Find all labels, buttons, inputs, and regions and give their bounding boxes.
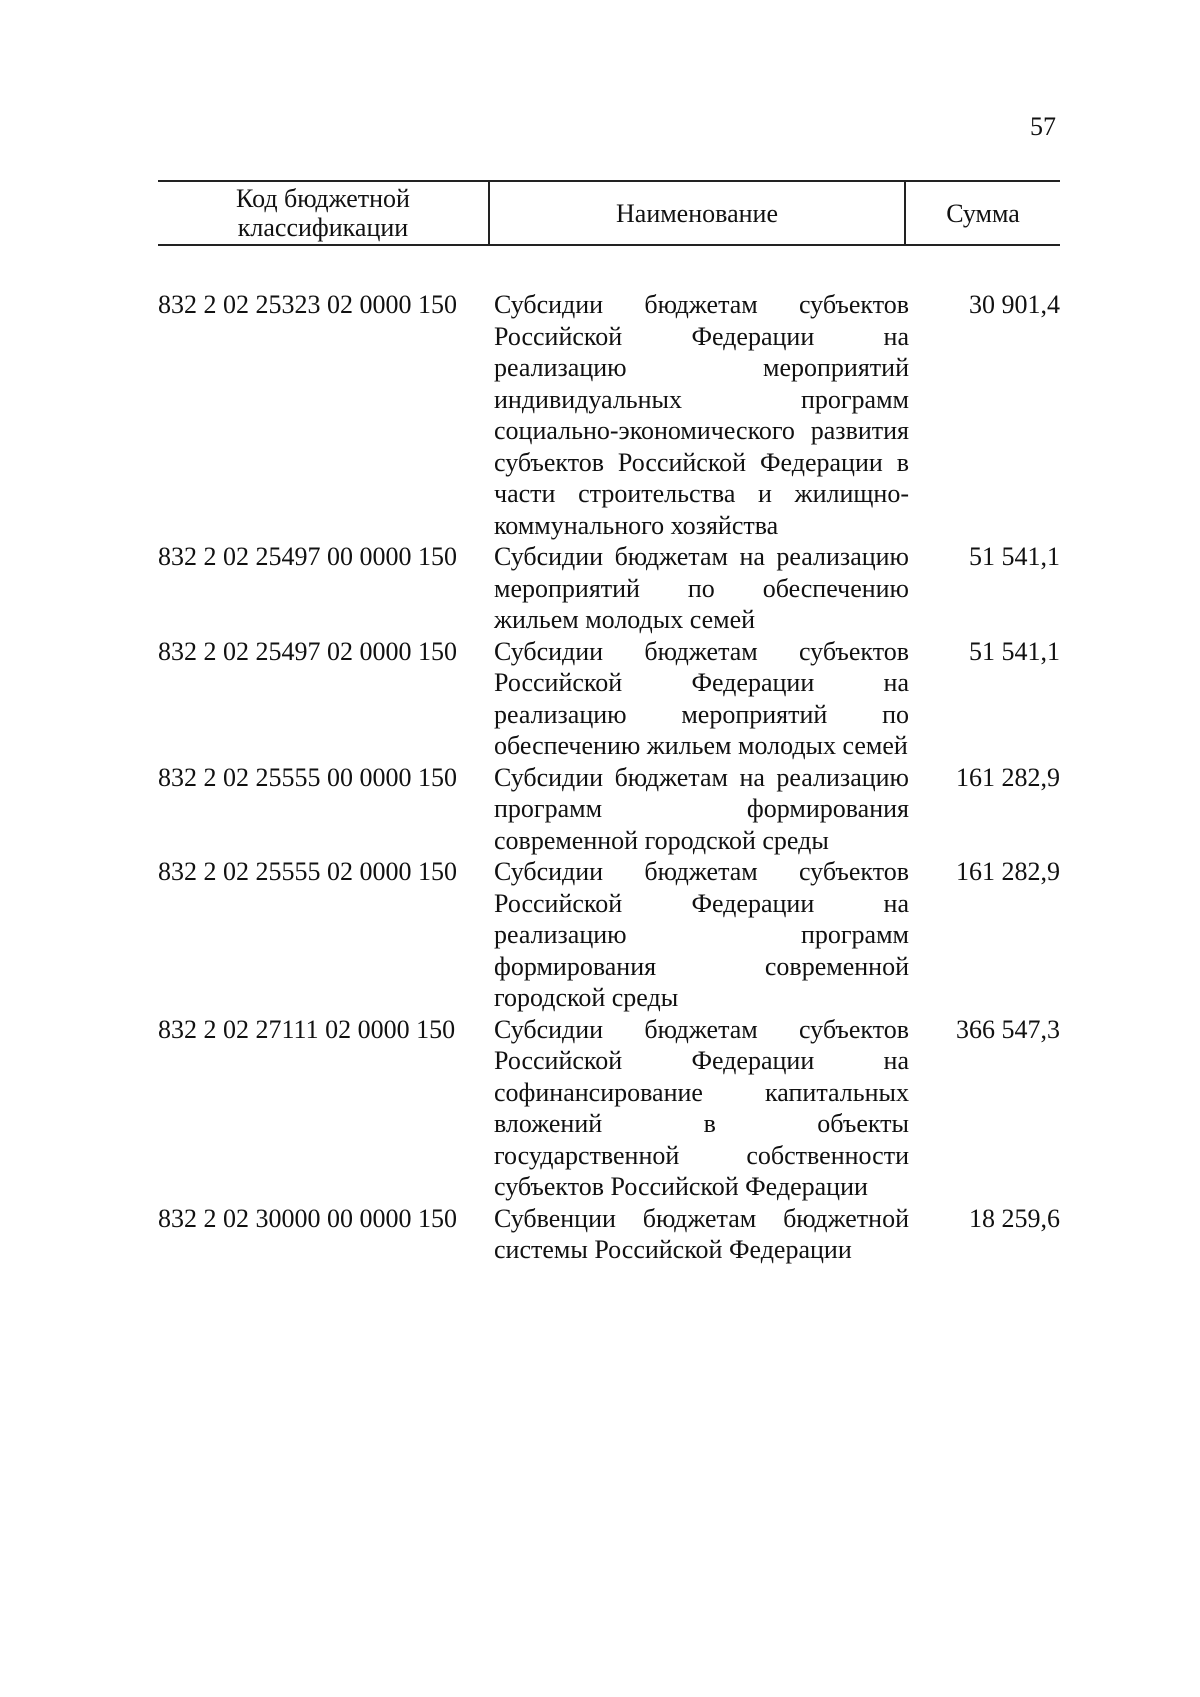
table-row [158, 856, 1060, 1014]
item-sum: 161 282,9 [956, 762, 1060, 792]
item-sum: 161 282,9 [956, 857, 1060, 886]
page-number: 57 [1030, 112, 1056, 141]
budget-code: 832 2 02 25497 00 0000 150 [158, 542, 457, 571]
header-name: Наименование [488, 182, 906, 244]
item-name: Субвенции бюджетам бюджетной системы Российской Федерации [494, 1203, 909, 1264]
item-sum: 30 901,4 [969, 290, 1060, 319]
item-sum: 18 259,6 [969, 1203, 1060, 1233]
table-row [158, 1014, 1060, 1203]
item-sum: 51 541,1 [969, 542, 1060, 571]
table-body [158, 289, 1060, 1266]
table-row [158, 541, 1060, 636]
budget-code: 832 2 02 30000 00 0000 150 [158, 1203, 457, 1233]
table-row [158, 289, 1060, 541]
table-row [158, 636, 1060, 762]
budget-code: 832 2 02 25497 02 0000 150 [158, 636, 457, 666]
item-name: Субсидии бюджетам субъектов Российской Федерации на реализацию программ формирования современной городской среды [494, 857, 909, 1012]
item-name: Субсидии бюджетам субъектов Российской Федерации на реализацию мероприятий индивидуальных программ социально-экономического развития субъектов Российской Федерации в части строительства и жилищно-коммунального хозяйства [494, 290, 909, 540]
header-sum: Сумма [946, 198, 1020, 228]
table-row [158, 1203, 1060, 1266]
header-code: Код бюджетной классификации [236, 184, 410, 242]
table-row [158, 762, 1060, 857]
budget-code: 832 2 02 25555 02 0000 150 [158, 857, 457, 886]
budget-code: 832 2 02 25555 00 0000 150 [158, 762, 457, 792]
budget-code: 832 2 02 25323 02 0000 150 [158, 290, 457, 319]
item-name: Субсидии бюджетам субъектов Российской Федерации на софинансирование капитальных вложений в объекты государственной собственности субъектов Российской Федерации [494, 1014, 909, 1201]
item-name: Субсидии бюджетам на реализацию мероприятий по обеспечению жильем молодых семей [494, 542, 909, 634]
item-sum: 51 541,1 [969, 636, 1060, 666]
item-sum: 366 547,3 [956, 1014, 1060, 1044]
table-header [158, 180, 1060, 246]
budget-code: 832 2 02 27111 02 0000 150 [158, 1014, 456, 1044]
item-name: Субсидии бюджетам на реализацию программ формирования современной городской среды [494, 762, 909, 855]
item-name: Субсидии бюджетам субъектов Российской Федерации на реализацию мероприятий по обеспечению жильем молодых семей [494, 636, 909, 760]
